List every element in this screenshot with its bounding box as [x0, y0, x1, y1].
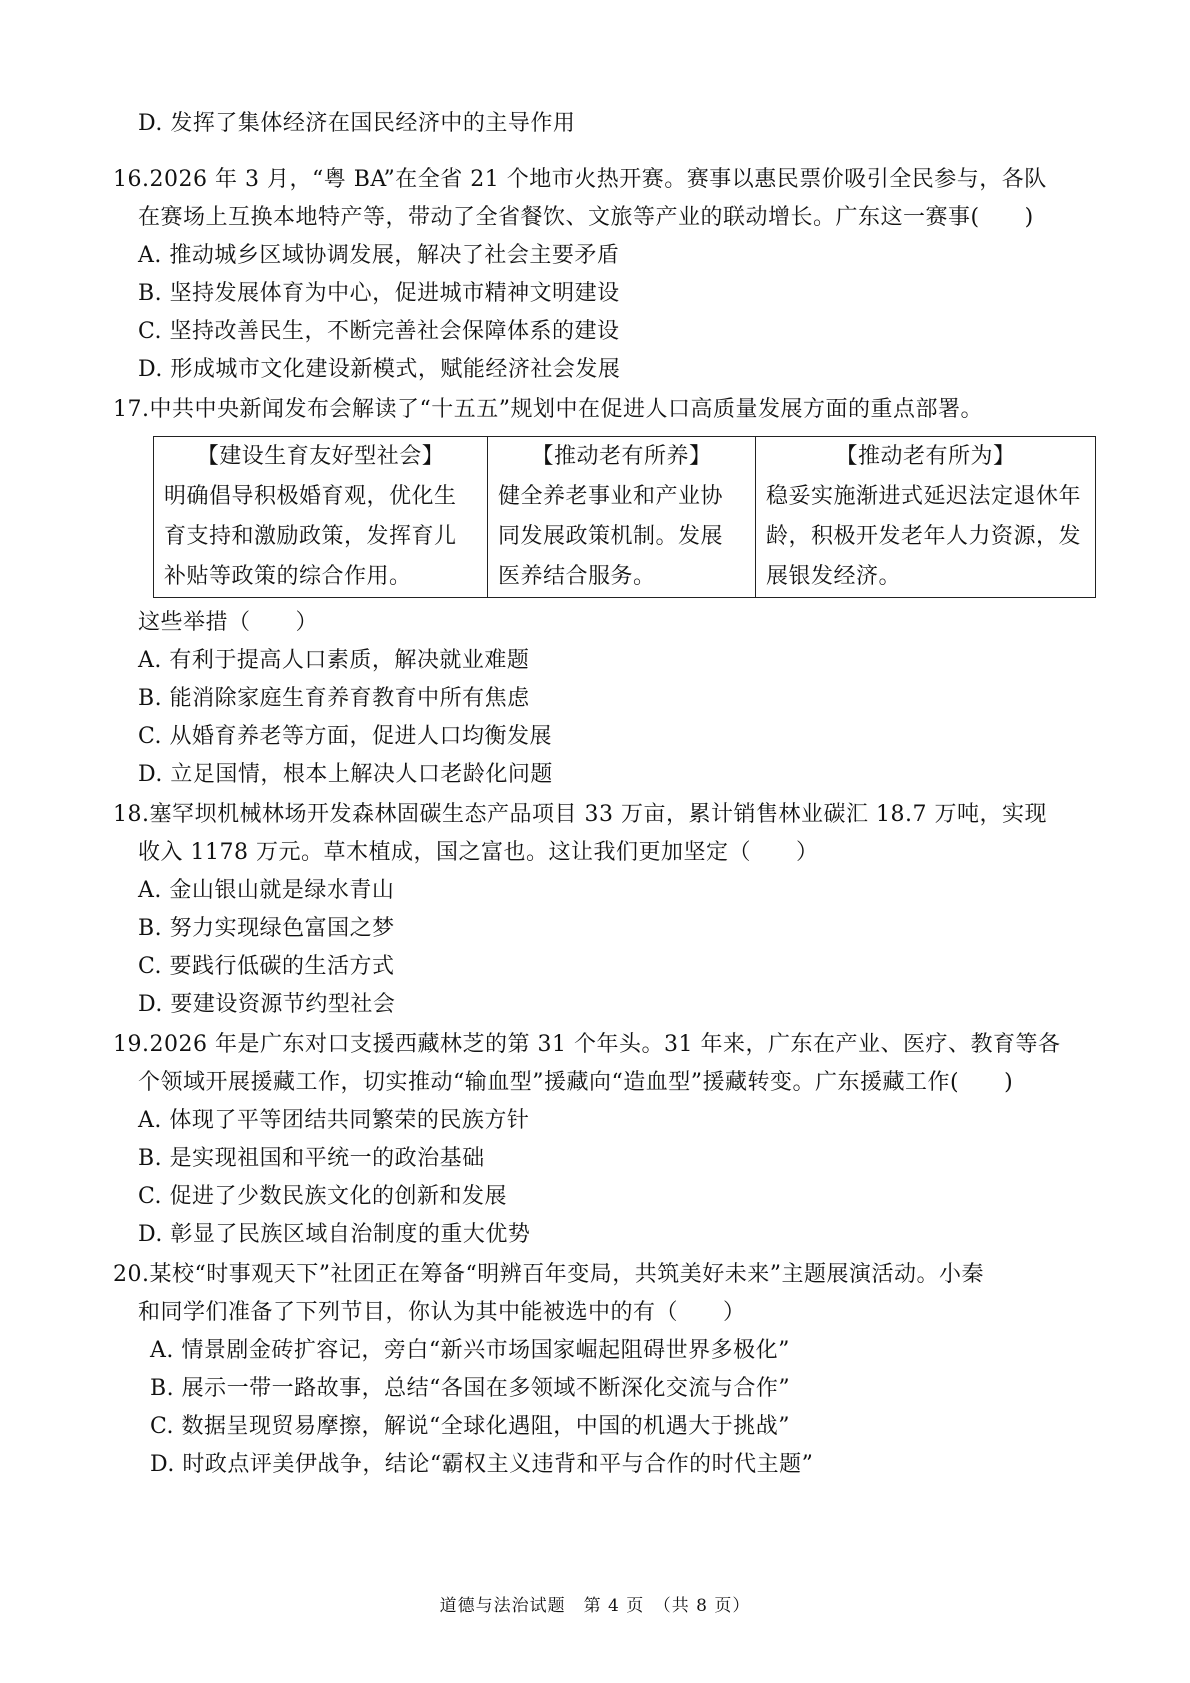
q19-stem-text-1: 2026 年是广东对口支援西藏林芝的第 31 个年头。31 年来，广东在产业、医疗、教育等各 — [149, 1032, 1061, 1057]
q17-option-a: A. 有利于提高人口素质，解决就业难题 — [138, 648, 530, 673]
q15-option-d: D. 发挥了集体经济在国民经济中的主导作用 — [138, 111, 576, 136]
q19-option-d: D. 彰显了民族区域自治制度的重大优势 — [138, 1222, 531, 1247]
q16-option-b: B. 坚持发展体育为中心，促进城市精神文明建设 — [138, 281, 620, 306]
q17-number: 17. — [113, 397, 150, 422]
q19-option-c: C. 促进了少数民族文化的创新和发展 — [138, 1184, 508, 1209]
q20-number: 20. — [113, 1262, 150, 1287]
q18-option-b: B. 努力实现绿色富国之梦 — [138, 916, 395, 941]
q17-table-head-elderly-care: 【推动老有所养】 — [531, 444, 712, 469]
q16-option-a: A. 推动城乡区域协调发展，解决了社会主要矛盾 — [138, 243, 620, 268]
q19-option-a: A. 体现了平等团结共同繁荣的民族方针 — [138, 1108, 530, 1133]
q17-table-cell-elderly-care — [488, 437, 756, 598]
q20-stem-line-2: 和同学们准备了下列节目，你认为其中能被选中的有（ ） — [138, 1300, 746, 1325]
q19-stem-line-2: 个领域开展援藏工作，切实推动“输血型”援藏向“造血型”援藏转变。广东援藏工作( ) — [138, 1070, 1014, 1095]
q19-stem-line-1 — [113, 1025, 1060, 1065]
q20-stem-line-1 — [113, 1255, 984, 1295]
page-footer: 道德与法治试题 第 4 页 （共 8 页） — [439, 1596, 751, 1616]
q17-stem-line-1 — [113, 390, 983, 430]
q16-stem-line-2: 在赛场上互换本地特产等，带动了全省餐饮、文旅等产业的联动增长。广东这一赛事( ) — [138, 205, 1034, 230]
q16-option-c: C. 坚持改善民生，不断完善社会保障体系的建设 — [138, 319, 620, 344]
q17-option-c: C. 从婚育养老等方面，促进人口均衡发展 — [138, 724, 553, 749]
q17-table-head-fertility: 【建设生育友好型社会】 — [196, 444, 445, 469]
q17-table-cell-elderly-contribution — [756, 437, 1096, 598]
q17-policy-table — [153, 436, 1096, 598]
q20-option-c: C. 数据呈现贸易摩擦，解说“全球化遇阻，中国的机遇大于挑战” — [150, 1414, 791, 1439]
q17-table-row — [154, 437, 1096, 598]
q18-stem-text-1: 塞罕坝机械林场开发森林固碳生态产品项目 33 万亩，累计销售林业碳汇 18.7 万吨，实现 — [149, 802, 1047, 827]
q16-stem-text-1: 2026 年 3 月，“粤 BA”在全省 21 个地市火热开赛。赛事以惠民票价吸引全民参与，各队 — [149, 167, 1047, 192]
q17-table-body-fertility: 明确倡导积极婚育观，优化生育支持和激励政策，发挥育儿补贴等政策的综合作用。 — [164, 484, 457, 589]
q20-option-b: B. 展示一带一路故事，总结“各国在多领域不断深化交流与合作” — [150, 1376, 791, 1401]
q18-number: 18. — [113, 802, 150, 827]
q17-stem-text-1: 中共中央新闻发布会解读了“十五五”规划中在促进人口高质量发展方面的重点部署。 — [149, 397, 983, 422]
q17-option-d: D. 立足国情，根本上解决人口老龄化问题 — [138, 762, 553, 787]
q19-option-b: B. 是实现祖国和平统一的政治基础 — [138, 1146, 485, 1171]
q18-stem-line-2: 收入 1178 万元。草木植成，国之富也。这让我们更加坚定（ ） — [138, 840, 819, 865]
q16-option-d: D. 形成城市文化建设新模式，赋能经济社会发展 — [138, 357, 621, 382]
q18-stem-line-1 — [113, 795, 1047, 835]
q18-option-a: A. 金山银山就是绿水青山 — [138, 878, 395, 903]
q17-table-body-elderly-care: 健全养老事业和产业协同发展政策机制。发展医养结合服务。 — [498, 484, 724, 589]
q19-number: 19. — [113, 1032, 150, 1057]
q16-number: 16. — [113, 167, 150, 192]
q20-stem-text-1: 某校“时事观天下”社团正在筹备“明辨百年变局，共筑美好未来”主题展演活动。小秦 — [149, 1262, 984, 1287]
q17-table-cell-fertility — [154, 437, 488, 598]
q20-option-d: D. 时政点评美伊战争，结论“霸权主义违背和平与合作的时代主题” — [150, 1452, 814, 1477]
q18-option-c: C. 要践行低碳的生活方式 — [138, 954, 395, 979]
q20-option-a: A. 情景剧金砖扩容记，旁白“新兴市场国家崛起阻碍世界多极化” — [150, 1338, 790, 1363]
q18-option-d: D. 要建设资源节约型社会 — [138, 992, 396, 1017]
q17-option-b: B. 能消除家庭生育养育教育中所有焦虑 — [138, 686, 530, 711]
q16-stem-line-1 — [113, 160, 1047, 200]
q17-stem-line-2: 这些举措（ ） — [138, 610, 319, 635]
q17-table-body-elderly-contribution: 稳妥实施渐进式延迟法定退休年龄，积极开发老年人力资源，发展银发经济。 — [766, 484, 1082, 589]
q17-table-head-elderly-contribution: 【推动老有所为】 — [835, 444, 1016, 469]
